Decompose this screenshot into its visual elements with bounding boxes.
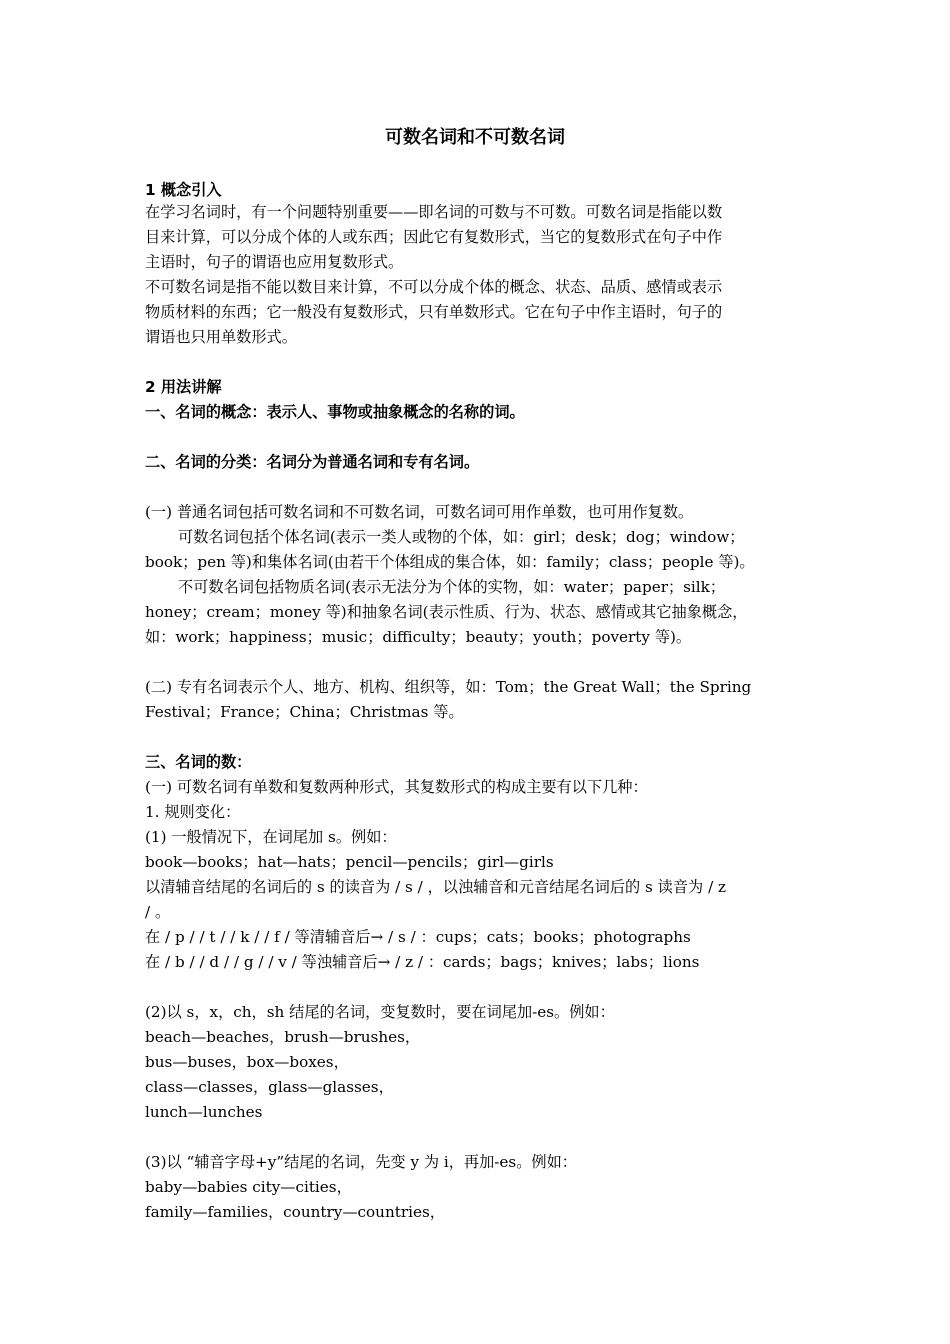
- body-text-line: (1) 一般情况下，在词尾加 s。例如：: [145, 828, 397, 846]
- body-text-line: 主语时，句子的谓语也应用复数形式。: [145, 253, 404, 271]
- body-text-line: (一) 普通名词包括可数名词和不可数名词，可数名词可用作单数，也可用作复数。: [145, 503, 694, 521]
- page-title: 可数名词和不可数名词: [385, 127, 565, 148]
- section-heading: 三、名词的数：: [145, 753, 252, 771]
- section-heading: 二、名词的分类：名词分为普通名词和专有名词。: [145, 453, 480, 471]
- body-text-line: family—families，country—countries，: [145, 1203, 445, 1221]
- body-text-line: lunch—lunches: [145, 1103, 263, 1121]
- body-text-line: 目来计算，可以分成个体的人或东西；因此它有复数形式，当它的复数形式在句子中作: [145, 228, 723, 246]
- body-text-line: 以清辅音结尾的名词后的 s 的读音为 / s / ，以浊辅音和元音结尾名词后的 s 读音为 / z: [145, 878, 727, 896]
- body-text-line: / 。: [145, 903, 171, 921]
- body-text-line: book；pen 等)和集体名词(由若干个体组成的集合体，如：family；class；people 等)。: [145, 553, 755, 571]
- body-text-line: 不可数名词包括物质名词(表示无法分为个体的实物，如：water；paper；silk；: [178, 578, 726, 596]
- body-text-line: 在学习名词时，有一个问题特别重要——即名词的可数与不可数。可数名词是指能以数: [145, 203, 723, 221]
- section-heading: 一、名词的概念：表示人、事物或抽象概念的名称的词。: [145, 403, 525, 421]
- body-text-line: (二) 专有名词表示个人、地方、机构、组织等，如：Tom；the Great Wall；the Spring: [145, 678, 752, 696]
- body-text-line: Festival；France；China；Christmas 等。: [145, 703, 464, 721]
- body-text-line: 可数名词包括个体名词(表示一类人或物的个体，如：girl；desk；dog；window；: [178, 528, 745, 546]
- body-text-line: honey；cream；money 等)和抽象名词(表示性质、行为、状态、感情或其它抽象概念，: [145, 603, 748, 621]
- body-text-line: (2)以 s，x，ch，sh 结尾的名词，变复数时，要在词尾加-es。例如：: [145, 1003, 615, 1021]
- body-text-line: 在 / p / / t / / k / / f / 等清辅音后→ / s / ：cups；cats；books；photographs: [145, 928, 691, 946]
- body-text-line: 在 / b / / d / / g / / v / 等浊辅音后→ / z / ：cards；bags；knives；labs；lions: [145, 953, 700, 971]
- body-text-line: 谓语也只用单数形式。: [145, 328, 297, 346]
- body-text-line: 如：work；happiness；music；difficulty；beauty；youth；poverty 等)。: [145, 628, 692, 646]
- body-text-line: 1. 规则变化：: [145, 803, 241, 821]
- body-text-line: beach—beaches，brush—brushes，: [145, 1028, 421, 1046]
- body-text-line: (3)以 “辅音字母+y”结尾的名词，先变 y 为 i，再加-es。例如：: [145, 1153, 577, 1171]
- body-text-line: (一) 可数名词有单数和复数两种形式，其复数形式的构成主要有以下几种：: [145, 778, 648, 796]
- body-text-line: book—books；hat—hats；pencil—pencils；girl—girls: [145, 853, 554, 871]
- section-heading: 1 概念引入: [145, 181, 222, 199]
- body-text-line: baby—babies city—cities，: [145, 1178, 352, 1196]
- body-text-line: 物质材料的东西；它一般没有复数形式，只有单数形式。它在句子中作主语时，句子的: [145, 303, 723, 321]
- section-heading: 2 用法讲解: [145, 378, 222, 396]
- body-text-line: 不可数名词是指不能以数目来计算，不可以分成个体的概念、状态、品质、感情或表示: [145, 278, 723, 296]
- body-text-line: class—classes，glass—glasses，: [145, 1078, 394, 1096]
- body-text-line: bus—buses，box—boxes，: [145, 1053, 349, 1071]
